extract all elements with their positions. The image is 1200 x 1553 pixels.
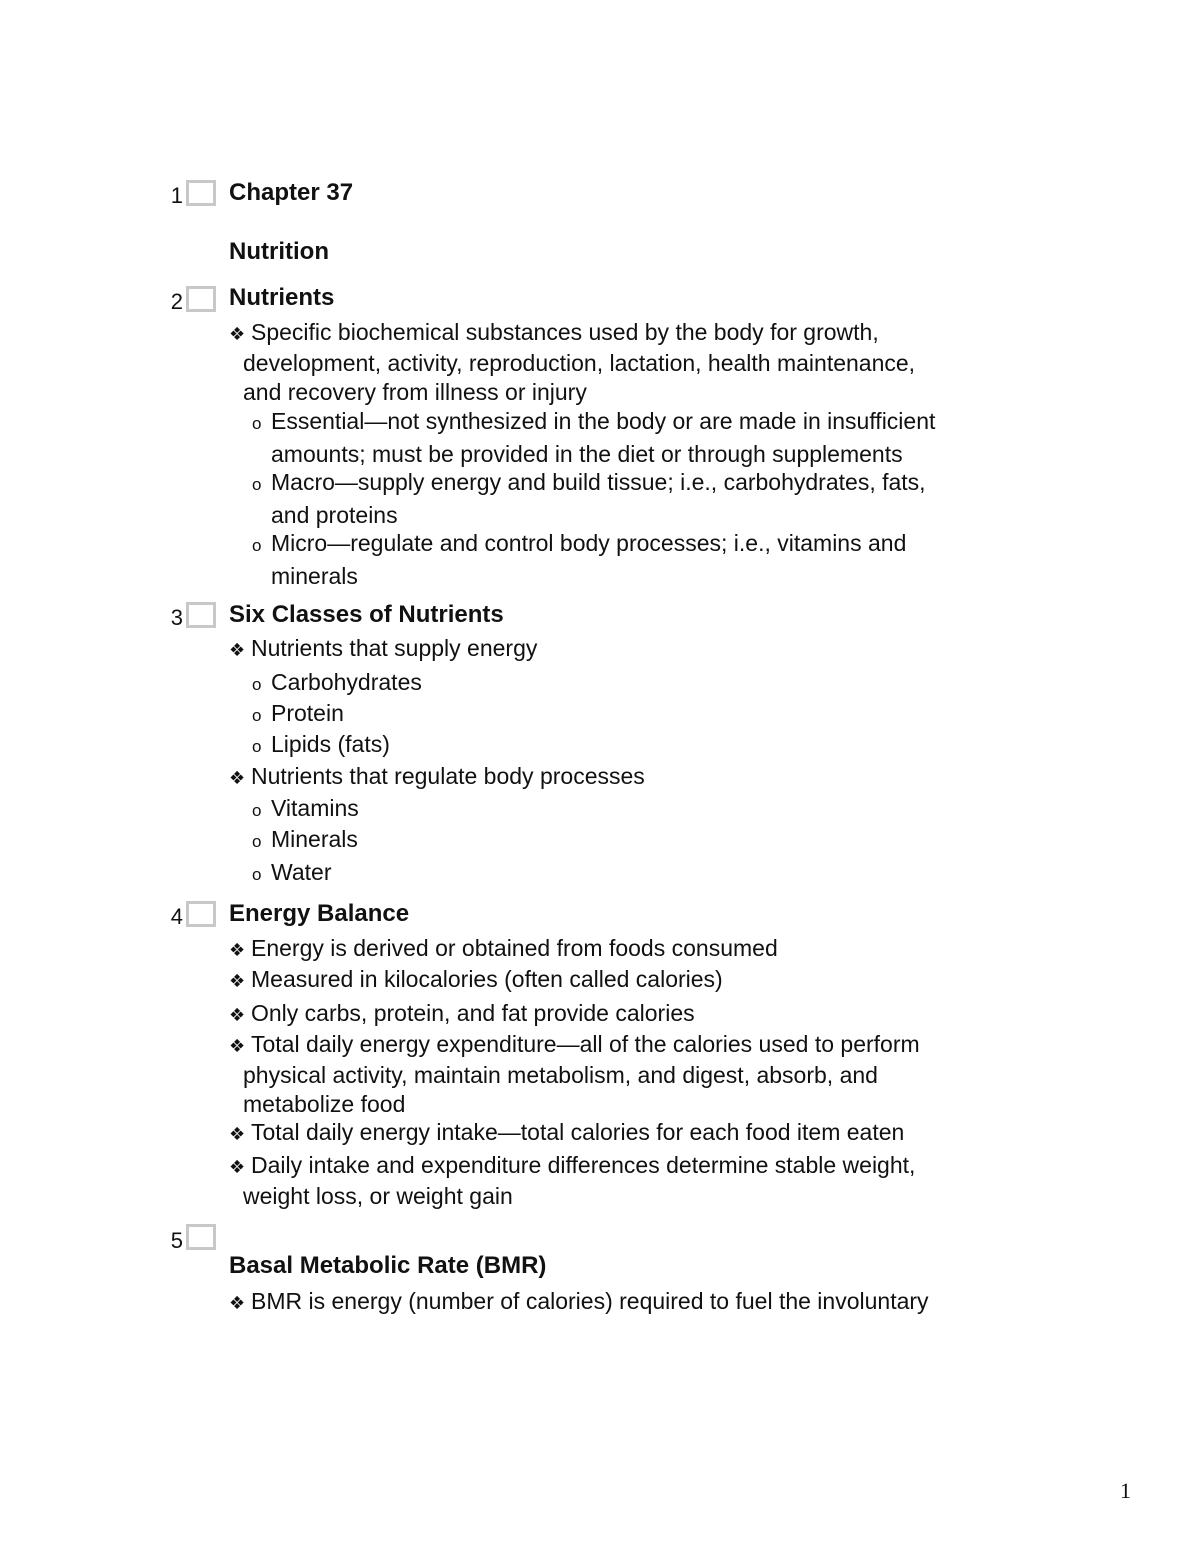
chapter-subtitle: Nutrition (229, 238, 329, 265)
bullet-text: Total daily energy intake—total calories for each food item eaten (251, 1119, 905, 1145)
slide-number: 4 (170, 904, 183, 929)
bullet-text: Specific biochemical substances used by the body for growth, (251, 319, 879, 345)
sub-bullet-item (252, 528, 906, 591)
slide-number: 5 (170, 1228, 183, 1253)
sub-bullet-icon: o (252, 706, 262, 725)
diamond-bullet-icon: ❖ (229, 768, 246, 788)
sub-bullet-item (252, 406, 935, 469)
sub-bullet-icon: o (252, 414, 262, 433)
sub-bullet-icon: o (252, 536, 262, 555)
sub-bullet-item (252, 698, 344, 731)
bullet-text: Nutrients that regulate body processes (251, 763, 645, 789)
bullet-item (229, 1118, 904, 1149)
bullet-item (229, 1287, 929, 1318)
sub-bullet-text: Essential—not synthesized in the body or are made in insufficient (271, 408, 936, 434)
slide-thumbnail (186, 286, 216, 312)
bullet-item (229, 762, 645, 793)
slide-number: 1 (170, 183, 183, 208)
diamond-bullet-icon: ❖ (229, 971, 246, 991)
slide-thumbnail (186, 602, 216, 628)
sub-bullet-icon: o (252, 865, 262, 884)
bullet-text: metabolize food (243, 1091, 406, 1117)
bullet-text: Energy is derived or obtained from foods consumed (251, 935, 778, 961)
slide-thumbnail (186, 901, 216, 927)
bullet-text: weight loss, or weight gain (243, 1183, 513, 1209)
diamond-bullet-icon: ❖ (229, 1293, 246, 1313)
sub-bullet-icon: o (252, 475, 262, 494)
sub-bullet-item (252, 824, 358, 857)
slide-thumbnail (186, 180, 216, 206)
bullet-item (229, 318, 915, 407)
diamond-bullet-icon: ❖ (229, 640, 246, 660)
sub-bullet-icon: o (252, 832, 262, 851)
sub-bullet-text: Vitamins (271, 795, 359, 821)
slide-thumbnail (186, 1224, 216, 1250)
diamond-bullet-icon: ❖ (229, 1157, 246, 1177)
bullet-text: development, activity, reproduction, lactation, health maintenance, (243, 350, 916, 376)
sub-bullet-text: Macro—supply energy and build tissue; i.e., carbohydrates, fats, (271, 469, 926, 495)
sub-bullet-text: and proteins (271, 502, 398, 528)
slide-number: 2 (170, 289, 183, 314)
sub-bullet-icon: o (252, 801, 262, 820)
slide-heading: Nutrients (229, 284, 335, 311)
bullet-item (229, 1030, 920, 1119)
sub-bullet-text: Water (271, 859, 332, 885)
chapter-title: Chapter 37 (229, 179, 354, 206)
sub-bullet-text: Micro—regulate and control body processes; i.e., vitamins and (271, 530, 907, 556)
bullet-text: Nutrients that supply energy (251, 635, 538, 661)
sub-bullet-item (252, 857, 332, 890)
bullet-text: Only carbs, protein, and fat provide calories (251, 1000, 695, 1026)
bullet-item (229, 634, 537, 665)
bullet-item (229, 934, 778, 965)
bullet-text: Total daily energy expenditure—all of the calories used to perform (251, 1031, 920, 1057)
bullet-item (229, 965, 723, 996)
sub-bullet-item (252, 467, 926, 530)
slide-number: 3 (170, 605, 183, 630)
bullet-text: Measured in kilocalories (often called calories) (251, 966, 723, 992)
bullet-text: BMR is energy (number of calories) required to fuel the involuntary (251, 1288, 929, 1314)
sub-bullet-item (252, 793, 359, 826)
sub-bullet-text: amounts; must be provided in the diet or through supplements (271, 441, 903, 467)
sub-bullet-icon: o (252, 737, 262, 756)
diamond-bullet-icon: ❖ (229, 1036, 246, 1056)
sub-bullet-item (252, 667, 422, 700)
sub-bullet-text: Minerals (271, 826, 358, 852)
sub-bullet-icon: o (252, 675, 262, 694)
bullet-item (229, 999, 695, 1030)
slide-heading: Energy Balance (229, 900, 410, 927)
diamond-bullet-icon: ❖ (229, 1124, 246, 1144)
diamond-bullet-icon: ❖ (229, 1005, 246, 1025)
slide-heading: Basal Metabolic Rate (BMR) (229, 1252, 547, 1279)
sub-bullet-text: Lipids (fats) (271, 731, 390, 757)
page-number: 1 (1120, 1478, 1131, 1503)
bullet-text: and recovery from illness or injury (243, 379, 587, 405)
bullet-item (229, 1151, 915, 1211)
sub-bullet-text: Carbohydrates (271, 669, 422, 695)
diamond-bullet-icon: ❖ (229, 940, 246, 960)
sub-bullet-item (252, 729, 390, 762)
sub-bullet-text: Protein (271, 700, 344, 726)
sub-bullet-text: minerals (271, 563, 358, 589)
bullet-text: Daily intake and expenditure differences determine stable weight, (251, 1152, 916, 1178)
diamond-bullet-icon: ❖ (229, 324, 246, 344)
bullet-text: physical activity, maintain metabolism, and digest, absorb, and (243, 1062, 878, 1088)
slide-heading: Six Classes of Nutrients (229, 601, 504, 628)
